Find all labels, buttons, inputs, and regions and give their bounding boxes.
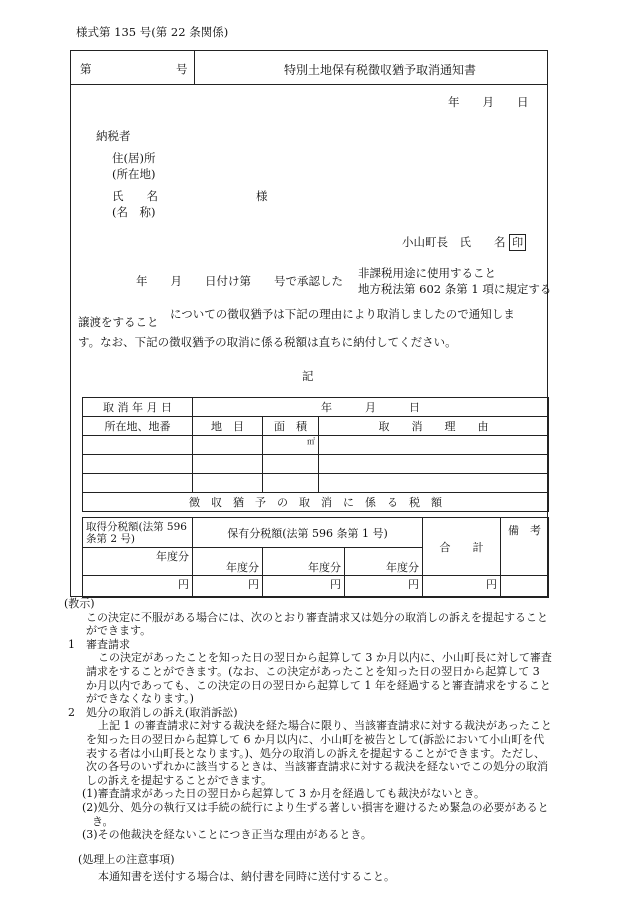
table-row (83, 455, 549, 474)
section2-body: 上記 1 の審査請求に対する裁決を経た場合に限り、当該審査請求に対する裁決があったことを知った日の翌日から起算して 6 か月以内に、小山町を被告として(訴訟において小山町を代表する者は小山町長となります。)、処分の取消しの訴えを提起することができます。ただし、次の各号のいずれかに該当するときは、当該審査請求に対する裁決を経ないでこの処分の取消しの訴えを提起することができます。 (86, 719, 552, 787)
yen-total: 円 (423, 576, 501, 598)
parcel-table (82, 397, 549, 512)
col-area: 面 積 (263, 417, 319, 436)
condition-3: (3)その他裁決を経ないことにつき正当な理由があるとき。 (82, 828, 372, 842)
cancel-date-label: 取 消 年 月 日 (83, 398, 193, 417)
hold-year-label-2: 年度分 (263, 548, 345, 576)
yen-hold-1: 円 (193, 576, 263, 598)
yen-hold-2: 円 (263, 576, 345, 598)
number-prefix: 第 (80, 62, 92, 76)
seal-mark: 印 (509, 234, 526, 251)
instructions (64, 597, 554, 884)
honorific: 様 (256, 189, 268, 203)
hold-year-label-3: 年度分 (345, 548, 423, 576)
remarks-label: 備 考 (501, 518, 549, 576)
handling-body: 本通知書を送付する場合は、納付書を同時に送付すること。 (98, 870, 395, 884)
document-title: 特別土地保有税徴収猶予取消通知書 (283, 63, 476, 77)
section1-title: 1 審査請求 (68, 637, 130, 651)
hold-year-label-1: 年度分 (193, 548, 263, 576)
yen-hold-3: 円 (345, 576, 423, 598)
body-text-2: す。なお、下記の徴収猶予の取消に係る税額は直ちに納付してください。 (78, 335, 457, 349)
approval-prefix: 年 月 日付け第 号で承認した (136, 274, 343, 288)
issuer-block (402, 234, 526, 251)
area-unit: ㎡ (263, 436, 319, 455)
form-number: 様式第 135 号(第 22 条関係) (76, 25, 229, 39)
issue-date: 年 月 日 (448, 95, 529, 109)
name-label: 氏 名 (112, 189, 158, 203)
number-suffix: 号 (176, 62, 188, 76)
body-text-1: についての徴収猶予は下記の理由により取消しましたので通知しま (170, 307, 515, 321)
section2-title: 2 処分の取消しの訴え(取消訴訟) (68, 705, 238, 719)
address-label: 住(居)所 (112, 151, 156, 165)
table-row (83, 474, 549, 493)
option-local-tax: 地方税法第 602 条第 1 項に規定する (358, 282, 552, 296)
col-category: 地 目 (193, 417, 263, 436)
taxpayer-label: 納税者 (96, 129, 131, 143)
handling-title: (処理上の注意事項) (78, 852, 175, 866)
option-transfer: 譲渡をすること (78, 315, 159, 329)
col-reason: 取 消 理 由 (319, 417, 549, 436)
condition-2: (2)処分、処分の執行又は手続の続行により生ずる著しい損害を避けるため緊急の必要があるとき。 (82, 800, 549, 828)
instructions-intro: この決定に不服がある場合には、次のとおり審査請求又は処分の取消しの訴えを提起することができます。 (86, 610, 548, 638)
section1-body: この決定があったことを知った日の翌日から起算して 3 か月以内に、小山町長に対して審査請求をすることができます。(なお、この決定があったことを知った日の翌日から起算して 3 か月以内であっても、この決定の日の翌日から起算して 1 年を経過すると審査請求をすることができなくなります。) (86, 651, 552, 706)
acq-year-label: 年度分 (83, 548, 193, 576)
hold-tax-label: 保有分税額(法第 596 条第 1 号) (193, 518, 423, 548)
option-nontaxable: 非課税用途に使用すること (358, 266, 496, 280)
yen-acq: 円 (83, 576, 193, 598)
ki-heading: 記 (302, 369, 314, 383)
name-label-alt: (名 称) (112, 205, 156, 219)
tax-table (82, 517, 549, 598)
condition-1: (1)審査請求があった日の翌日から起算して 3 か月を経過しても裁決がないとき。 (82, 787, 486, 801)
instructions-heading: (教示) (64, 597, 95, 610)
col-location: 所在地、地番 (83, 417, 193, 436)
address-label-alt: (所在地) (112, 167, 156, 181)
tax-section-title: 徴 収 猶 予 の 取 消 に 係 る 税 額 (83, 493, 549, 512)
cancel-date-value: 年 月 日 (193, 398, 549, 417)
table-row (83, 436, 549, 455)
issuer-name: 小山町長 氏 名 (402, 235, 506, 249)
acq-tax-label: 取得分税額(法第 596 条第 2 号) (83, 518, 193, 548)
total-label: 合 計 (423, 518, 501, 576)
header-divider (70, 84, 548, 85)
header-vdivider (194, 50, 195, 84)
